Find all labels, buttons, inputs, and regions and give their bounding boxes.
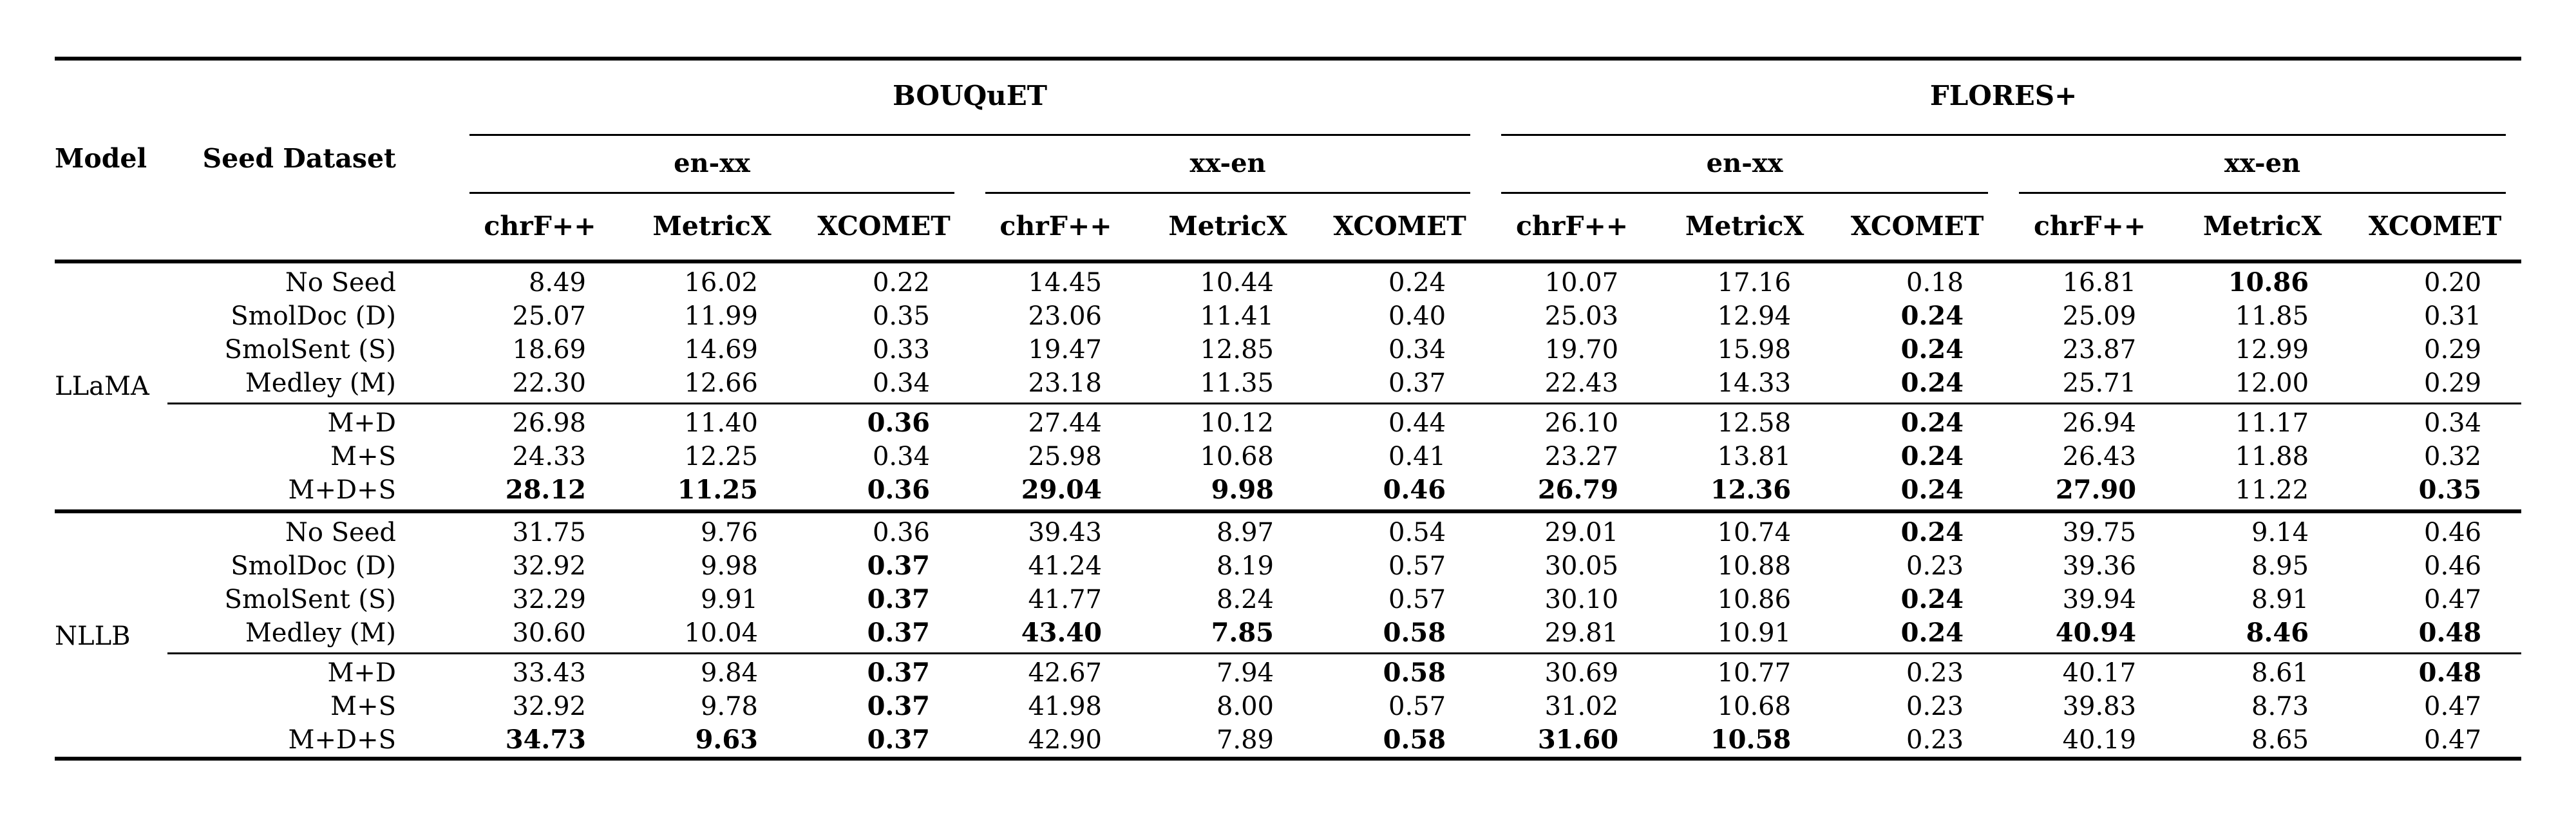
metric-value-cell: 18.69 [512,335,586,365]
seed-dataset-cell: No Seed [285,268,396,298]
metric-value-cell: 11.41 [1200,301,1274,331]
metric-value-cell: 25.09 [2062,301,2137,331]
metric-value-cell: 25.07 [512,301,586,331]
metric-value-cell: 30.05 [1544,551,1619,581]
table-row [55,333,2521,366]
metric-value-cell: 0.34 [2424,408,2482,438]
metric-value-cell: 26.43 [2062,442,2137,471]
metric-value-cell: 22.30 [512,368,586,398]
metric-value-cell: 0.24 [1900,517,1964,547]
metric-value-cell: 9.76 [700,518,758,547]
metric-value-cell: 13.81 [1717,442,1792,471]
metric-value-cell: 39.83 [2062,692,2137,721]
group-header-row [55,59,2521,131]
metric-value-cell: 10.86 [1717,585,1792,614]
metric-value-cell: 19.47 [1028,335,1102,365]
metric-value-cell: 10.12 [1200,408,1274,438]
metric-value-cell: 42.90 [1028,725,1102,755]
table-row [55,266,2521,299]
metric-value-cell: 23.06 [1028,301,1102,331]
metric-header-xcomet: XCOMET [2368,211,2502,242]
metric-value-cell: 0.57 [1388,551,1446,581]
metric-value-cell: 8.91 [2251,585,2309,614]
metric-value-cell: 8.95 [2251,551,2309,581]
metric-value-cell: 11.40 [684,408,758,438]
metric-value-cell: 24.33 [512,442,586,471]
col-header-model: Model [55,143,147,174]
metric-value-cell: 12.66 [684,368,758,398]
cmidrule [985,192,1470,194]
midrule [55,260,2521,263]
metric-value-cell: 22.43 [1544,368,1619,398]
metric-value-cell: 40.94 [2055,618,2137,648]
seed-dataset-cell: M+S [330,692,396,721]
table-row [55,723,2521,759]
metric-value-cell: 0.41 [1388,442,1446,471]
seed-dataset-cell: Medley (M) [245,618,396,648]
metric-value-cell: 9.63 [695,725,758,755]
rule-cell [454,131,1486,138]
metric-value-cell: 29.04 [1021,475,1102,505]
metric-header-metricx: MetricX [1168,211,1287,242]
metric-value-cell: 0.37 [867,691,930,721]
header-midrule-row [55,257,2521,266]
metric-value-cell: 0.58 [1383,725,1446,755]
metric-value-cell: 0.24 [1388,268,1446,298]
metric-value-cell: 0.23 [1906,551,1964,581]
metric-value-cell: 10.91 [1717,618,1792,648]
direction-header-bouquet-en-xx: en-xx [674,148,750,178]
group-header-bouquet: BOUQuET [893,80,1047,111]
metric-value-cell: 0.20 [2424,268,2482,298]
metric-value-cell: 25.71 [2062,368,2137,398]
metric-value-cell: 0.57 [1388,692,1446,721]
metric-value-cell: 8.19 [1216,551,1274,581]
metric-value-cell: 27.90 [2055,475,2137,505]
rule-cell [167,650,2521,656]
metric-value-cell: 29.81 [1544,618,1619,648]
metric-value-cell: 8.49 [528,268,586,298]
metric-value-cell: 0.34 [1388,335,1446,365]
metric-value-cell: 41.98 [1028,692,1102,721]
metric-value-cell: 14.33 [1717,368,1792,398]
cmidrule [1501,134,2506,136]
metric-value-cell: 10.04 [684,618,758,648]
metric-value-cell: 31.60 [1537,725,1619,755]
metric-value-cell: 31.02 [1544,692,1619,721]
metric-header-xcomet: XCOMET [1333,211,1466,242]
metric-value-cell: 8.65 [2251,725,2309,755]
metric-value-cell: 0.40 [1388,301,1446,331]
metric-value-cell: 0.46 [2424,551,2482,581]
metric-value-cell: 9.14 [2251,518,2309,547]
metric-value-cell: 0.35 [872,301,930,331]
metric-value-cell: 12.36 [1710,475,1792,505]
metric-value-cell: 12.99 [2235,335,2309,365]
table-row [55,406,2521,440]
rule-cell [55,257,2521,266]
metric-value-cell: 8.24 [1216,585,1274,614]
metric-value-cell: 10.77 [1717,658,1792,688]
seed-section-rule-row [55,650,2521,656]
metric-value-cell: 0.23 [1906,725,1964,755]
seed-dataset-cell: M+D+S [288,725,396,755]
cmidrule [1501,192,1988,194]
metric-value-cell: 0.37 [1388,368,1446,398]
model-cell: NLLB [55,621,131,651]
metric-value-cell: 8.97 [1216,518,1274,547]
rule-cell [55,507,2521,516]
metric-value-cell: 25.03 [1544,301,1619,331]
table-row [55,583,2521,616]
metric-value-cell: 14.45 [1028,268,1102,298]
metric-value-cell: 0.47 [2424,725,2482,755]
metric-value-cell: 10.58 [1710,725,1792,755]
metric-value-cell: 11.35 [1200,368,1274,398]
metric-value-cell: 10.44 [1200,268,1274,298]
metric-value-cell: 0.37 [867,725,930,755]
metric-value-cell: 14.69 [684,335,758,365]
metric-value-cell: 0.37 [867,618,930,648]
metric-value-cell: 0.32 [2424,442,2482,471]
seed-dataset-cell: M+D [327,408,396,438]
metric-value-cell: 10.07 [1544,268,1619,298]
metric-value-cell: 0.36 [867,475,930,505]
metric-value-cell: 0.24 [1900,301,1964,331]
metric-value-cell: 0.46 [1383,475,1446,505]
metric-value-cell: 41.77 [1028,585,1102,614]
metric-value-cell: 19.70 [1544,335,1619,365]
metric-header-metricx: MetricX [2202,211,2322,242]
metric-value-cell: 43.40 [1021,618,1102,648]
group-header-flores: FLORES+ [1929,80,2078,111]
metric-value-cell: 0.48 [2418,618,2482,648]
metric-value-cell: 0.37 [867,658,930,688]
metric-value-cell: 8.73 [2251,692,2309,721]
metric-value-cell: 30.10 [1544,585,1619,614]
metric-value-cell: 39.94 [2062,585,2137,614]
metric-header-xcomet: XCOMET [1850,211,1984,242]
seed-dataset-cell: M+D [327,658,396,688]
metric-value-cell: 29.01 [1544,518,1619,547]
table-row [55,299,2521,333]
seed-dataset-cell: SmolSent (S) [224,335,396,365]
metric-value-cell: 0.29 [2424,335,2482,365]
metric-value-cell: 23.87 [2062,335,2137,365]
metric-value-cell: 0.44 [1388,408,1446,438]
table-row [55,616,2521,650]
metric-value-cell: 9.78 [700,692,758,721]
metric-value-cell: 30.69 [1544,658,1619,688]
direction-header-flores-en-xx: en-xx [1706,148,1783,178]
metric-value-cell: 26.94 [2062,408,2137,438]
metric-value-cell: 0.54 [1388,518,1446,547]
metric-value-cell: 11.85 [2235,301,2309,331]
metric-value-cell: 0.24 [1900,441,1964,471]
metric-value-cell: 0.46 [2424,518,2482,547]
table-row [55,516,2521,549]
metric-value-cell: 0.24 [1900,408,1964,438]
metric-value-cell: 0.31 [2424,301,2482,331]
metric-value-cell: 0.58 [1383,618,1446,648]
metric-value-cell: 0.23 [1906,692,1964,721]
table-row [55,366,2521,400]
metric-value-cell: 0.23 [1906,658,1964,688]
midrule [55,509,2521,513]
metric-value-cell: 10.86 [2228,267,2309,298]
metric-value-cell: 25.98 [1028,442,1102,471]
table-row [55,656,2521,690]
metric-value-cell: 12.00 [2235,368,2309,398]
table-row [55,549,2521,583]
seed-dataset-cell: No Seed [285,518,396,547]
metric-value-cell: 0.57 [1388,585,1446,614]
metric-value-cell: 0.35 [2418,475,2482,505]
metric-header-metricx: MetricX [652,211,772,242]
metric-value-cell: 10.68 [1200,442,1274,471]
metric-value-cell: 16.02 [684,268,758,298]
metric-value-cell: 26.10 [1544,408,1619,438]
metric-header-chrfpp: chrF++ [2033,211,2146,242]
metric-value-cell: 9.98 [1211,475,1274,505]
col-header-seed-dataset: Seed Dataset [202,143,396,174]
metric-value-cell: 39.75 [2062,518,2137,547]
metric-value-cell: 0.24 [1900,584,1964,614]
metric-value-cell: 9.84 [700,658,758,688]
metric-value-cell: 10.88 [1717,551,1792,581]
metric-value-cell: 11.88 [2235,442,2309,471]
metric-value-cell: 26.98 [512,408,586,438]
metric-value-cell: 32.92 [512,551,586,581]
metric-value-cell: 0.22 [872,268,930,298]
metric-value-cell: 11.22 [2235,475,2309,505]
metric-value-cell: 40.17 [2062,658,2137,688]
cmidrule [167,652,2521,654]
cmidrule [2019,192,2506,194]
table-row [55,440,2521,473]
metric-value-cell: 30.60 [512,618,586,648]
metric-value-cell: 0.37 [867,584,930,614]
metric-value-cell: 0.29 [2424,368,2482,398]
metric-header-xcomet: XCOMET [817,211,951,242]
metric-header-chrfpp: chrF++ [484,211,596,242]
metric-value-cell: 39.36 [2062,551,2137,581]
metric-value-cell: 0.48 [2418,658,2482,688]
metric-value-cell: 39.43 [1028,518,1102,547]
metric-value-cell: 33.43 [512,658,586,688]
direction-header-flores-xx-en: xx-en [2224,148,2301,178]
metric-value-cell: 9.98 [700,551,758,581]
metric-value-cell: 11.17 [2235,408,2309,438]
metric-value-cell: 23.18 [1028,368,1102,398]
metric-value-cell: 12.94 [1717,301,1792,331]
cmidrule [167,403,2521,404]
metric-value-cell: 0.58 [1383,658,1446,688]
rule-cell [970,189,1486,196]
rule-cell [1486,189,2003,196]
metric-value-cell: 9.91 [700,585,758,614]
model-cell: LLaMA [55,372,149,401]
metric-value-cell: 16.81 [2062,268,2137,298]
metric-value-cell: 27.44 [1028,408,1102,438]
metric-value-cell: 8.46 [2246,618,2309,648]
block-separator-row [55,507,2521,516]
metric-value-cell: 0.36 [872,518,930,547]
metric-value-cell: 8.61 [2251,658,2309,688]
table-row [55,473,2521,507]
cmidrule [469,192,954,194]
seed-dataset-cell: SmolDoc (D) [231,551,396,581]
metric-value-cell: 41.24 [1028,551,1102,581]
metric-value-cell: 28.12 [505,475,586,505]
metric-value-cell: 12.85 [1200,335,1274,365]
metric-value-cell: 11.99 [684,301,758,331]
metric-value-cell: 15.98 [1717,335,1792,365]
metric-value-cell: 0.37 [867,551,930,581]
metric-value-cell: 10.74 [1717,518,1792,547]
rule-cell [1486,131,2521,138]
metric-header-chrfpp: chrF++ [1515,211,1629,242]
metric-header-metricx: MetricX [1685,211,1804,242]
seed-dataset-cell: M+D+S [288,475,396,505]
rule-cell [2003,189,2521,196]
metric-value-cell: 7.89 [1216,725,1274,755]
metric-value-cell: 32.92 [512,692,586,721]
cmidrule [469,134,1470,136]
metric-value-cell: 0.24 [1900,368,1964,398]
metric-value-cell: 40.19 [2062,725,2137,755]
seed-dataset-cell: SmolSent (S) [224,585,396,614]
metric-value-cell: 7.94 [1216,658,1274,688]
metric-value-cell: 0.47 [2424,585,2482,614]
table-row [55,690,2521,723]
metric-value-cell: 34.73 [505,725,586,755]
metric-value-cell: 0.24 [1900,475,1964,505]
metric-value-cell: 0.33 [872,335,930,365]
seed-dataset-cell: M+S [330,442,396,471]
metric-value-cell: 10.68 [1717,692,1792,721]
metric-value-cell: 8.00 [1216,692,1274,721]
seed-section-rule-row [55,400,2521,406]
metric-value-cell: 17.16 [1717,268,1792,298]
metric-header-chrfpp: chrF++ [999,211,1112,242]
metric-value-cell: 12.58 [1717,408,1792,438]
metric-value-cell: 7.85 [1211,618,1274,648]
metric-value-cell: 0.24 [1900,334,1964,365]
metric-value-cell: 12.25 [684,442,758,471]
metric-value-cell: 26.79 [1537,475,1619,505]
seed-dataset-cell: Medley (M) [245,368,396,398]
rule-cell [454,189,970,196]
seed-dataset-cell: SmolDoc (D) [231,301,396,331]
metric-value-cell: 0.36 [867,408,930,438]
metric-value-cell: 0.24 [1900,618,1964,648]
metric-value-cell: 42.67 [1028,658,1102,688]
metric-value-cell: 0.34 [872,368,930,398]
rule-cell [167,400,2521,406]
metric-value-cell: 0.18 [1906,268,1964,298]
direction-header-bouquet-xx-en: xx-en [1189,148,1266,178]
metric-value-cell: 23.27 [1544,442,1619,471]
results-table [55,57,2521,761]
metric-value-cell: 0.34 [872,442,930,471]
metric-value-cell: 0.47 [2424,692,2482,721]
metric-value-cell: 32.29 [512,585,586,614]
metric-value-cell: 31.75 [512,518,586,547]
metric-value-cell: 11.25 [677,475,758,505]
